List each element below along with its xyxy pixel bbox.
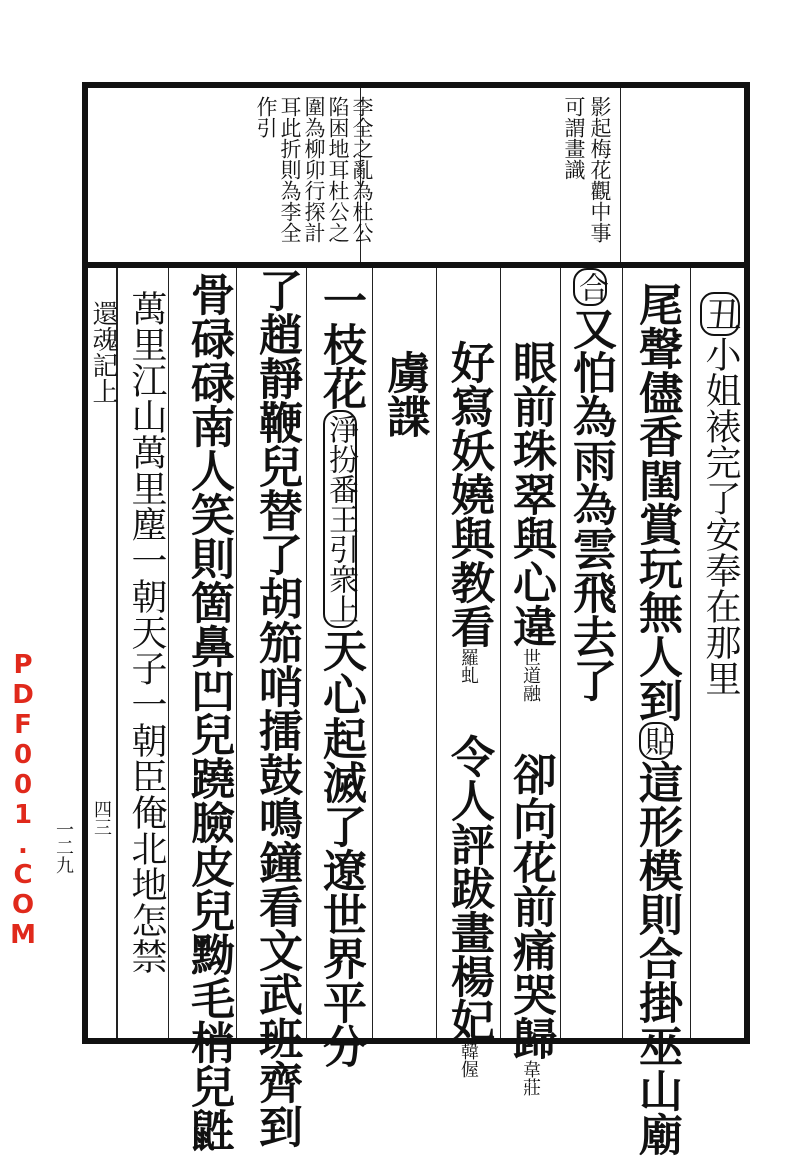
scene-title xyxy=(379,350,430,438)
column-text: 又怕為雨為雲飛去了 xyxy=(565,306,616,702)
header-note: 影起梅花觀中事 xyxy=(588,96,612,243)
header-note: 陷困地耳杜公之 xyxy=(326,96,350,243)
column-line xyxy=(436,268,437,1038)
column-line xyxy=(500,268,501,1038)
text-column-10 xyxy=(126,290,167,974)
text-column-9 xyxy=(183,272,234,1152)
tune-name: 一枝花 xyxy=(315,278,366,410)
column-text: 天心起滅了遼世界平分 xyxy=(315,628,366,1068)
column-text: 虜諜 xyxy=(379,350,430,438)
book-title: 還魂記上 xyxy=(88,300,118,404)
column-text: 令人評跋畫楊妃 xyxy=(443,734,494,1042)
column-text: 了趙靜鞭兒替了胡笳哨擂鼓鳴鐘看文武班齊到 xyxy=(251,268,302,1148)
column-text: 卻向花前痛哭歸 xyxy=(505,752,556,1060)
author-annotation: 羅虬 xyxy=(458,648,479,684)
watermark-brand: PDF001.COM xyxy=(8,650,38,950)
column-line xyxy=(690,268,691,1038)
column-line xyxy=(168,268,169,1038)
text-column-1 xyxy=(700,292,740,696)
column-text: 好寫妖嬈與教看 xyxy=(443,340,494,648)
text-column-2 xyxy=(631,282,682,1156)
column-line xyxy=(372,268,373,1038)
text-column-3 xyxy=(565,268,616,702)
author-annotation: 世道融 xyxy=(520,648,541,702)
author-annotation: 韓偓 xyxy=(458,1042,479,1078)
header-note: 圍為柳卯行探計 xyxy=(302,96,326,243)
header-rule xyxy=(88,262,744,268)
column-text: 眼前珠翠與心違 xyxy=(505,340,556,648)
header-column-line xyxy=(620,88,621,262)
column-line xyxy=(560,268,561,1038)
header-note: 李全之亂為杜公 xyxy=(350,96,374,243)
role-marker: 貼 xyxy=(639,722,673,760)
text-column-5 xyxy=(443,340,494,1078)
text-column-4 xyxy=(505,340,556,1096)
text-column-8 xyxy=(251,268,302,1148)
header-note: 耳此折則為李全 xyxy=(278,96,302,243)
column-line xyxy=(236,268,237,1038)
column-line xyxy=(622,268,623,1038)
header-note: 可謂畫識 xyxy=(562,96,586,180)
role-marker: 丑 xyxy=(700,292,740,336)
column-text: 這形模則合掛巫山廟 xyxy=(631,760,682,1156)
column-text: 骨碌碌南人笑則箇鼻凹兒蹺臉皮兒黝毛梢兒鼪 xyxy=(183,272,234,1152)
column-line xyxy=(306,268,307,1038)
text-column-7 xyxy=(315,278,366,1068)
role-marker: 合 xyxy=(573,268,607,306)
column-text: 萬里江山萬里塵一朝天子一朝臣俺北地怎禁 xyxy=(126,290,167,974)
header-note: 作引 xyxy=(254,96,278,138)
block-number: 四三 xyxy=(91,800,112,836)
stage-direction: 淨扮番王引衆上 xyxy=(323,410,357,628)
author-annotation: 韋莊 xyxy=(520,1060,541,1096)
page-number: 一二九 xyxy=(53,820,74,874)
column-text: 尾聲儘香閨賞玩無人到 xyxy=(631,282,682,722)
column-text: 小姐裱完了安奉在那里 xyxy=(700,336,741,696)
